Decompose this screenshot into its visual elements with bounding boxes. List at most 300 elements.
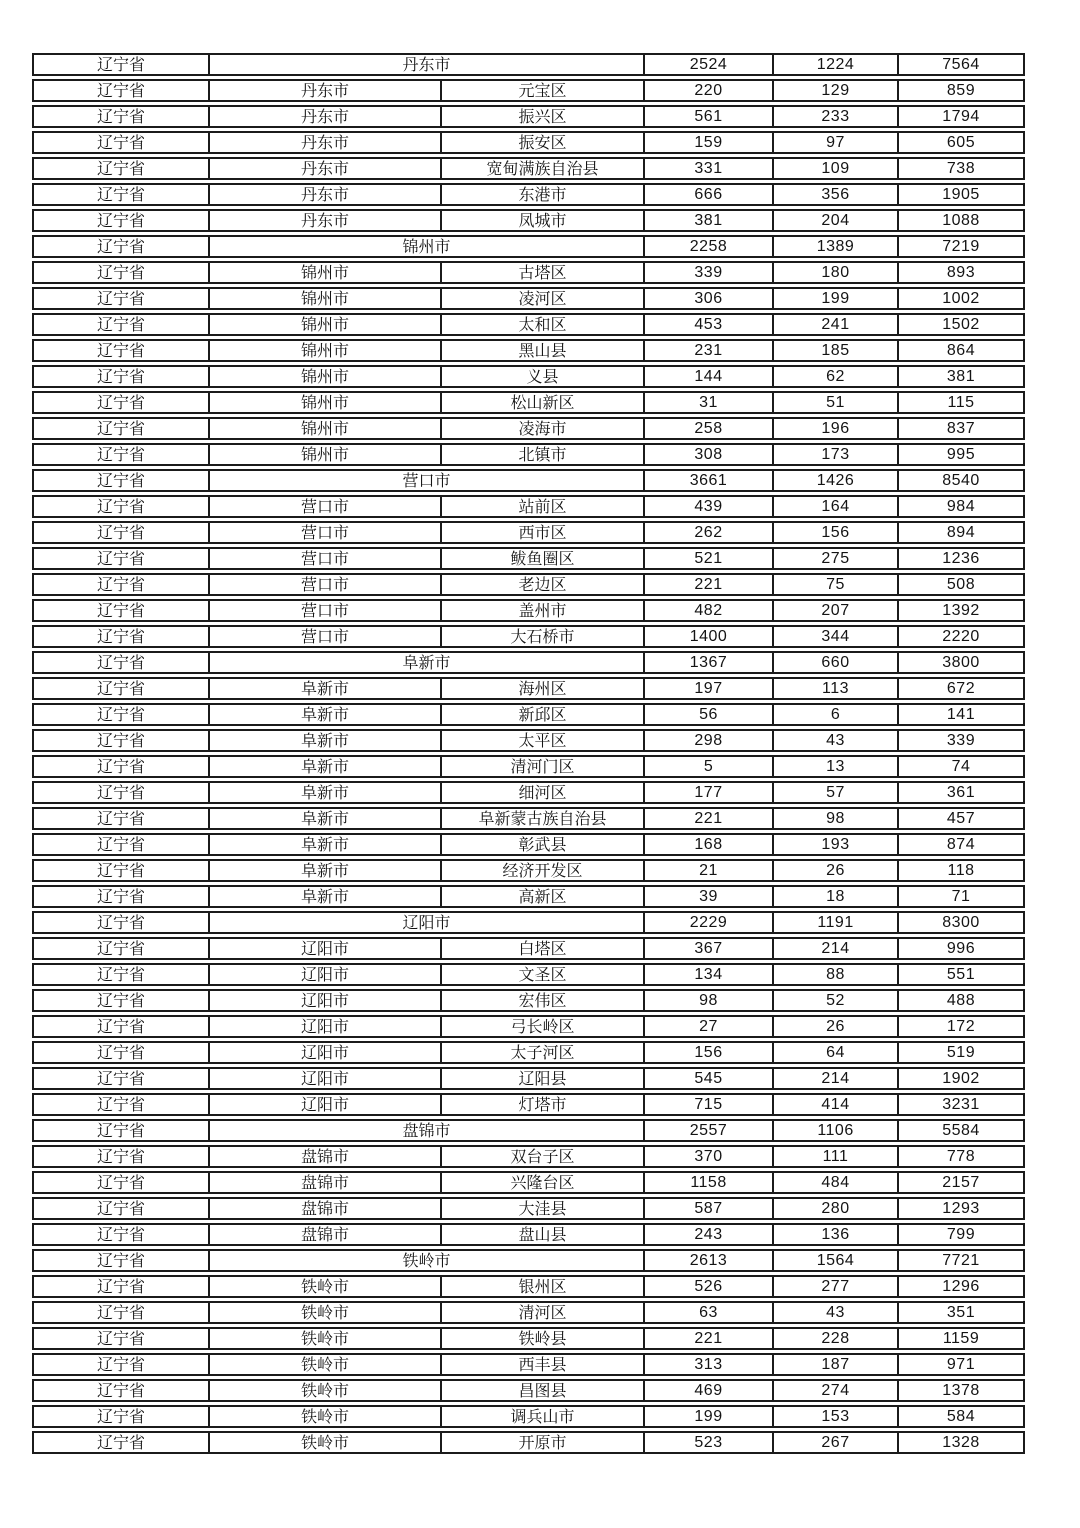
district-row (32, 1093, 1025, 1116)
district-cell: 太子河区 (440, 1041, 643, 1064)
province-cell: 辽宁省 (32, 1223, 208, 1246)
district-row (32, 807, 1025, 830)
district-cell: 盘山县 (440, 1223, 643, 1246)
value3-cell: 508 (897, 573, 1025, 596)
district-cell: 太平区 (440, 729, 643, 752)
region-stats-table-body (32, 53, 1025, 1454)
district-cell: 文圣区 (440, 963, 643, 986)
value1-cell: 1158 (643, 1171, 772, 1194)
district-cell: 宏伟区 (440, 989, 643, 1012)
city-cell: 阜新市 (208, 833, 440, 856)
value1-cell: 545 (643, 1067, 772, 1090)
district-row (32, 625, 1025, 648)
value1-cell: 5 (643, 755, 772, 778)
value1-cell: 666 (643, 183, 772, 206)
value2-cell: 64 (772, 1041, 897, 1064)
city-cell: 辽阳市 (208, 937, 440, 960)
value1-cell: 439 (643, 495, 772, 518)
district-cell: 银州区 (440, 1275, 643, 1298)
value1-cell: 298 (643, 729, 772, 752)
value2-cell: 13 (772, 755, 897, 778)
value3-cell: 605 (897, 131, 1025, 154)
value1-cell: 3661 (643, 469, 772, 492)
district-row (32, 209, 1025, 232)
value2-cell: 344 (772, 625, 897, 648)
value2-cell: 88 (772, 963, 897, 986)
value3-cell: 1905 (897, 183, 1025, 206)
value1-cell: 21 (643, 859, 772, 882)
district-row (32, 755, 1025, 778)
city-cell: 锦州市 (208, 339, 440, 362)
value1-cell: 197 (643, 677, 772, 700)
value2-cell: 1426 (772, 469, 897, 492)
district-cell: 鲅鱼圈区 (440, 547, 643, 570)
district-cell: 北镇市 (440, 443, 643, 466)
value1-cell: 56 (643, 703, 772, 726)
province-cell: 辽宁省 (32, 1093, 208, 1116)
city-cell: 铁岭市 (208, 1405, 440, 1428)
province-cell: 辽宁省 (32, 703, 208, 726)
value3-cell: 672 (897, 677, 1025, 700)
province-cell: 辽宁省 (32, 79, 208, 102)
value3-cell: 3800 (897, 651, 1025, 674)
city-summary-row (32, 53, 1025, 76)
district-row (32, 703, 1025, 726)
value1-cell: 482 (643, 599, 772, 622)
district-cell: 黑山县 (440, 339, 643, 362)
province-cell: 辽宁省 (32, 781, 208, 804)
province-cell: 辽宁省 (32, 547, 208, 570)
value1-cell: 1400 (643, 625, 772, 648)
district-cell: 阜新蒙古族自治县 (440, 807, 643, 830)
value3-cell: 799 (897, 1223, 1025, 1246)
value2-cell: 214 (772, 937, 897, 960)
city-cell: 辽阳市 (208, 1041, 440, 1064)
city-cell: 锦州市 (208, 443, 440, 466)
value3-cell: 457 (897, 807, 1025, 830)
district-cell: 凌河区 (440, 287, 643, 310)
district-cell: 细河区 (440, 781, 643, 804)
city-cell: 丹东市 (208, 79, 440, 102)
value3-cell: 1088 (897, 209, 1025, 232)
district-row (32, 989, 1025, 1012)
value2-cell: 129 (772, 79, 897, 102)
city-cell: 阜新市 (208, 781, 440, 804)
district-cell: 开原市 (440, 1431, 643, 1454)
value3-cell: 361 (897, 781, 1025, 804)
value1-cell: 98 (643, 989, 772, 1012)
value1-cell: 453 (643, 313, 772, 336)
district-row (32, 677, 1025, 700)
city-cell: 阜新市 (208, 703, 440, 726)
value3-cell: 7721 (897, 1249, 1025, 1272)
value1-cell: 523 (643, 1431, 772, 1454)
value1-cell: 715 (643, 1093, 772, 1116)
city-cell: 营口市 (208, 495, 440, 518)
city-cell: 辽阳市 (208, 963, 440, 986)
value1-cell: 2524 (643, 53, 772, 76)
province-cell: 辽宁省 (32, 833, 208, 856)
district-row (32, 1275, 1025, 1298)
value1-cell: 144 (643, 365, 772, 388)
value3-cell: 551 (897, 963, 1025, 986)
value2-cell: 207 (772, 599, 897, 622)
province-cell: 辽宁省 (32, 911, 208, 934)
value3-cell: 996 (897, 937, 1025, 960)
value1-cell: 177 (643, 781, 772, 804)
value1-cell: 587 (643, 1197, 772, 1220)
value2-cell: 1224 (772, 53, 897, 76)
value3-cell: 1296 (897, 1275, 1025, 1298)
city-cell: 阜新市 (208, 807, 440, 830)
district-cell: 松山新区 (440, 391, 643, 414)
district-row (32, 599, 1025, 622)
district-cell: 西市区 (440, 521, 643, 544)
value3-cell: 339 (897, 729, 1025, 752)
value3-cell: 3231 (897, 1093, 1025, 1116)
district-cell: 昌图县 (440, 1379, 643, 1402)
value1-cell: 243 (643, 1223, 772, 1246)
province-cell: 辽宁省 (32, 391, 208, 414)
value2-cell: 26 (772, 1015, 897, 1038)
value2-cell: 280 (772, 1197, 897, 1220)
district-cell: 凌海市 (440, 417, 643, 440)
value2-cell: 277 (772, 1275, 897, 1298)
value2-cell: 98 (772, 807, 897, 830)
value1-cell: 306 (643, 287, 772, 310)
value2-cell: 1106 (772, 1119, 897, 1142)
district-cell: 海州区 (440, 677, 643, 700)
district-row (32, 1145, 1025, 1168)
city-cell: 丹东市 (208, 157, 440, 180)
value2-cell: 97 (772, 131, 897, 154)
value1-cell: 221 (643, 573, 772, 596)
value1-cell: 367 (643, 937, 772, 960)
region-stats-table (32, 50, 1025, 1457)
city-cell: 营口市 (208, 625, 440, 648)
province-cell: 辽宁省 (32, 1145, 208, 1168)
district-row (32, 1171, 1025, 1194)
district-cell: 凤城市 (440, 209, 643, 232)
province-cell: 辽宁省 (32, 469, 208, 492)
province-cell: 辽宁省 (32, 183, 208, 206)
value1-cell: 561 (643, 105, 772, 128)
value1-cell: 199 (643, 1405, 772, 1428)
district-row (32, 313, 1025, 336)
value1-cell: 159 (643, 131, 772, 154)
district-row (32, 1067, 1025, 1090)
district-row (32, 443, 1025, 466)
district-row (32, 339, 1025, 362)
value1-cell: 168 (643, 833, 772, 856)
province-cell: 辽宁省 (32, 599, 208, 622)
district-row (32, 1223, 1025, 1246)
province-cell: 辽宁省 (32, 807, 208, 830)
value3-cell: 5584 (897, 1119, 1025, 1142)
district-row (32, 521, 1025, 544)
province-cell: 辽宁省 (32, 443, 208, 466)
value1-cell: 31 (643, 391, 772, 414)
district-cell: 东港市 (440, 183, 643, 206)
district-cell: 元宝区 (440, 79, 643, 102)
value2-cell: 275 (772, 547, 897, 570)
district-row (32, 547, 1025, 570)
district-cell: 弓长岭区 (440, 1015, 643, 1038)
province-cell: 辽宁省 (32, 859, 208, 882)
value2-cell: 43 (772, 729, 897, 752)
value2-cell: 196 (772, 417, 897, 440)
district-cell: 大洼县 (440, 1197, 643, 1220)
value3-cell: 1159 (897, 1327, 1025, 1350)
district-cell: 振兴区 (440, 105, 643, 128)
province-cell: 辽宁省 (32, 261, 208, 284)
value2-cell: 6 (772, 703, 897, 726)
value3-cell: 893 (897, 261, 1025, 284)
city-summary-row (32, 1249, 1025, 1272)
value2-cell: 241 (772, 313, 897, 336)
city-cell: 盘锦市 (208, 1223, 440, 1246)
district-cell: 站前区 (440, 495, 643, 518)
value3-cell: 519 (897, 1041, 1025, 1064)
province-cell: 辽宁省 (32, 365, 208, 388)
district-row (32, 105, 1025, 128)
value3-cell: 1328 (897, 1431, 1025, 1454)
province-cell: 辽宁省 (32, 1301, 208, 1324)
province-cell: 辽宁省 (32, 1379, 208, 1402)
value1-cell: 381 (643, 209, 772, 232)
value1-cell: 258 (643, 417, 772, 440)
value1-cell: 63 (643, 1301, 772, 1324)
district-cell: 振安区 (440, 131, 643, 154)
value1-cell: 156 (643, 1041, 772, 1064)
district-cell: 义县 (440, 365, 643, 388)
city-cell: 营口市 (208, 469, 643, 492)
district-cell: 铁岭县 (440, 1327, 643, 1350)
district-row (32, 1041, 1025, 1064)
value2-cell: 187 (772, 1353, 897, 1376)
value3-cell: 1794 (897, 105, 1025, 128)
district-cell: 彰武县 (440, 833, 643, 856)
district-row (32, 157, 1025, 180)
province-cell: 辽宁省 (32, 573, 208, 596)
district-row (32, 729, 1025, 752)
city-cell: 铁岭市 (208, 1249, 643, 1272)
value3-cell: 7564 (897, 53, 1025, 76)
province-cell: 辽宁省 (32, 1327, 208, 1350)
value2-cell: 26 (772, 859, 897, 882)
city-cell: 锦州市 (208, 391, 440, 414)
province-cell: 辽宁省 (32, 495, 208, 518)
city-cell: 阜新市 (208, 885, 440, 908)
city-cell: 丹东市 (208, 183, 440, 206)
city-cell: 铁岭市 (208, 1431, 440, 1454)
district-row (32, 859, 1025, 882)
district-cell: 清河门区 (440, 755, 643, 778)
value3-cell: 8300 (897, 911, 1025, 934)
province-cell: 辽宁省 (32, 1067, 208, 1090)
city-cell: 锦州市 (208, 261, 440, 284)
value3-cell: 1502 (897, 313, 1025, 336)
city-cell: 锦州市 (208, 313, 440, 336)
district-cell: 宽甸满族自治县 (440, 157, 643, 180)
province-cell: 辽宁省 (32, 1405, 208, 1428)
district-cell: 大石桥市 (440, 625, 643, 648)
value1-cell: 331 (643, 157, 772, 180)
value2-cell: 214 (772, 1067, 897, 1090)
value3-cell: 71 (897, 885, 1025, 908)
value3-cell: 778 (897, 1145, 1025, 1168)
province-cell: 辽宁省 (32, 131, 208, 154)
value3-cell: 1902 (897, 1067, 1025, 1090)
district-cell: 古塔区 (440, 261, 643, 284)
value3-cell: 864 (897, 339, 1025, 362)
value3-cell: 874 (897, 833, 1025, 856)
district-row (32, 833, 1025, 856)
district-row (32, 417, 1025, 440)
district-row (32, 287, 1025, 310)
district-cell: 新邱区 (440, 703, 643, 726)
value2-cell: 75 (772, 573, 897, 596)
district-cell: 盖州市 (440, 599, 643, 622)
value1-cell: 2557 (643, 1119, 772, 1142)
value3-cell: 894 (897, 521, 1025, 544)
value2-cell: 193 (772, 833, 897, 856)
district-row (32, 183, 1025, 206)
value2-cell: 136 (772, 1223, 897, 1246)
city-cell: 丹东市 (208, 131, 440, 154)
city-cell: 盘锦市 (208, 1145, 440, 1168)
city-cell: 盘锦市 (208, 1119, 643, 1142)
value2-cell: 164 (772, 495, 897, 518)
city-cell: 营口市 (208, 599, 440, 622)
province-cell: 辽宁省 (32, 209, 208, 232)
city-cell: 阜新市 (208, 755, 440, 778)
value2-cell: 173 (772, 443, 897, 466)
district-row (32, 131, 1025, 154)
province-cell: 辽宁省 (32, 963, 208, 986)
city-cell: 辽阳市 (208, 1093, 440, 1116)
district-row (32, 391, 1025, 414)
district-row (32, 781, 1025, 804)
value3-cell: 8540 (897, 469, 1025, 492)
district-cell: 调兵山市 (440, 1405, 643, 1428)
province-cell: 辽宁省 (32, 53, 208, 76)
district-row (32, 573, 1025, 596)
value2-cell: 18 (772, 885, 897, 908)
city-cell: 盘锦市 (208, 1171, 440, 1194)
value2-cell: 111 (772, 1145, 897, 1168)
value2-cell: 414 (772, 1093, 897, 1116)
city-cell: 阜新市 (208, 651, 643, 674)
value3-cell: 1392 (897, 599, 1025, 622)
district-cell: 老边区 (440, 573, 643, 596)
city-cell: 铁岭市 (208, 1353, 440, 1376)
value1-cell: 1367 (643, 651, 772, 674)
value2-cell: 267 (772, 1431, 897, 1454)
city-cell: 辽阳市 (208, 911, 643, 934)
city-summary-row (32, 1119, 1025, 1142)
district-cell: 双台子区 (440, 1145, 643, 1168)
value3-cell: 738 (897, 157, 1025, 180)
province-cell: 辽宁省 (32, 937, 208, 960)
district-row (32, 937, 1025, 960)
value2-cell: 274 (772, 1379, 897, 1402)
province-cell: 辽宁省 (32, 1041, 208, 1064)
city-cell: 锦州市 (208, 235, 643, 258)
value2-cell: 1389 (772, 235, 897, 258)
value3-cell: 995 (897, 443, 1025, 466)
city-cell: 丹东市 (208, 209, 440, 232)
city-cell: 阜新市 (208, 859, 440, 882)
district-row (32, 79, 1025, 102)
city-cell: 辽阳市 (208, 1067, 440, 1090)
value3-cell: 2220 (897, 625, 1025, 648)
district-row (32, 1327, 1025, 1350)
province-cell: 辽宁省 (32, 287, 208, 310)
value3-cell: 74 (897, 755, 1025, 778)
city-cell: 辽阳市 (208, 1015, 440, 1038)
value1-cell: 2613 (643, 1249, 772, 1272)
province-cell: 辽宁省 (32, 1015, 208, 1038)
district-row (32, 1353, 1025, 1376)
district-row (32, 1015, 1025, 1038)
value2-cell: 156 (772, 521, 897, 544)
province-cell: 辽宁省 (32, 1353, 208, 1376)
value2-cell: 660 (772, 651, 897, 674)
province-cell: 辽宁省 (32, 989, 208, 1012)
district-row (32, 885, 1025, 908)
value1-cell: 39 (643, 885, 772, 908)
province-cell: 辽宁省 (32, 157, 208, 180)
city-cell: 铁岭市 (208, 1301, 440, 1324)
city-summary-row (32, 651, 1025, 674)
value1-cell: 262 (643, 521, 772, 544)
value1-cell: 313 (643, 1353, 772, 1376)
value1-cell: 231 (643, 339, 772, 362)
city-cell: 锦州市 (208, 417, 440, 440)
city-summary-row (32, 235, 1025, 258)
value1-cell: 134 (643, 963, 772, 986)
province-cell: 辽宁省 (32, 521, 208, 544)
value3-cell: 837 (897, 417, 1025, 440)
district-row (32, 1405, 1025, 1428)
value2-cell: 204 (772, 209, 897, 232)
province-cell: 辽宁省 (32, 885, 208, 908)
value3-cell: 971 (897, 1353, 1025, 1376)
value3-cell: 1378 (897, 1379, 1025, 1402)
city-cell: 铁岭市 (208, 1327, 440, 1350)
city-cell: 锦州市 (208, 287, 440, 310)
district-cell: 经济开发区 (440, 859, 643, 882)
value1-cell: 221 (643, 807, 772, 830)
city-summary-row (32, 469, 1025, 492)
city-cell: 营口市 (208, 547, 440, 570)
value2-cell: 109 (772, 157, 897, 180)
province-cell: 辽宁省 (32, 651, 208, 674)
province-cell: 辽宁省 (32, 1119, 208, 1142)
value2-cell: 199 (772, 287, 897, 310)
province-cell: 辽宁省 (32, 625, 208, 648)
district-cell: 太和区 (440, 313, 643, 336)
value2-cell: 52 (772, 989, 897, 1012)
value2-cell: 1191 (772, 911, 897, 934)
province-cell: 辽宁省 (32, 1431, 208, 1454)
value3-cell: 172 (897, 1015, 1025, 1038)
value1-cell: 2229 (643, 911, 772, 934)
city-cell: 铁岭市 (208, 1379, 440, 1402)
province-cell: 辽宁省 (32, 729, 208, 752)
province-cell: 辽宁省 (32, 677, 208, 700)
